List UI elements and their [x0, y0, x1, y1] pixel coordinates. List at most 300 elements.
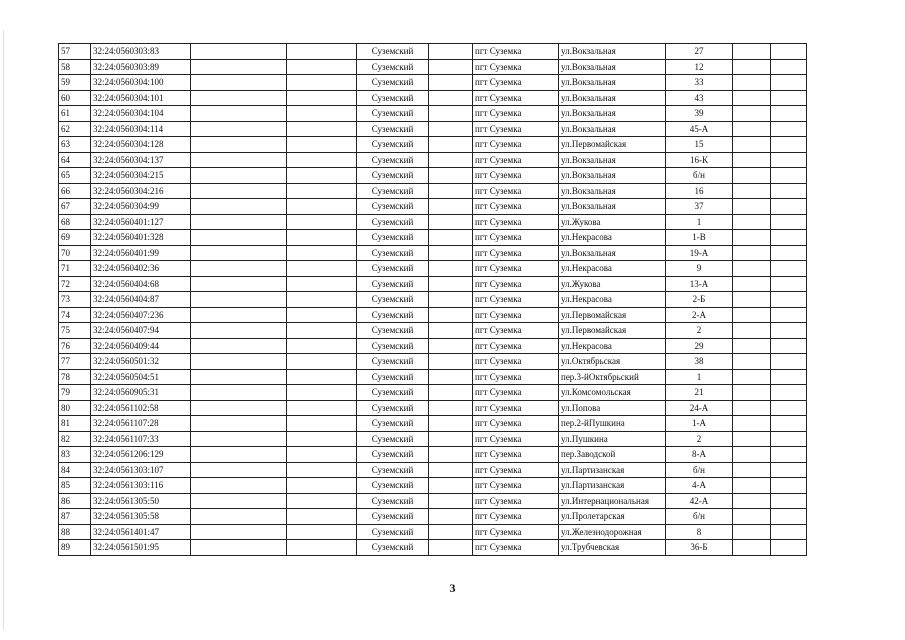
- settlement-cell: пгт Суземка: [473, 168, 559, 184]
- settlement-cell: пгт Суземка: [473, 261, 559, 277]
- table-row: [59, 168, 807, 184]
- district-cell: Суземский: [357, 354, 429, 370]
- street-cell: ул.Интернациональная: [559, 493, 666, 509]
- settlement-cell: пгт Суземка: [473, 385, 559, 401]
- empty-cell: [191, 354, 287, 370]
- empty-cell: [287, 121, 357, 137]
- district-cell: Суземский: [357, 400, 429, 416]
- empty-cell: [287, 214, 357, 230]
- property-register-table: [58, 43, 807, 556]
- table-row: [59, 462, 807, 478]
- row-number-cell: 73: [59, 292, 91, 308]
- district-cell: Суземский: [357, 245, 429, 261]
- table-row: [59, 447, 807, 463]
- street-cell: пер.2-йПушкина: [559, 416, 666, 432]
- row-number-cell: 81: [59, 416, 91, 432]
- empty-cell: [733, 183, 771, 199]
- cadastral-number-cell: 32:24:0560304:114: [91, 121, 191, 137]
- empty-cell: [733, 121, 771, 137]
- row-number-cell: 63: [59, 137, 91, 153]
- house-number-cell: 1: [666, 369, 733, 385]
- district-cell: Суземский: [357, 199, 429, 215]
- row-number-cell: 75: [59, 323, 91, 339]
- cadastral-number-cell: 32:24:0560304:128: [91, 137, 191, 153]
- settlement-cell: пгт Суземка: [473, 369, 559, 385]
- settlement-cell: пгт Суземка: [473, 462, 559, 478]
- empty-cell: [429, 524, 473, 540]
- house-number-cell: 24-А: [666, 400, 733, 416]
- empty-cell: [771, 121, 807, 137]
- table-row: [59, 540, 807, 556]
- street-cell: ул.Партизанская: [559, 478, 666, 494]
- empty-cell: [771, 369, 807, 385]
- empty-cell: [287, 245, 357, 261]
- empty-cell: [771, 338, 807, 354]
- row-number-cell: 61: [59, 106, 91, 122]
- empty-cell: [733, 59, 771, 75]
- street-cell: ул.Некрасова: [559, 230, 666, 246]
- empty-cell: [429, 540, 473, 556]
- settlement-cell: пгт Суземка: [473, 431, 559, 447]
- house-number-cell: б/н: [666, 168, 733, 184]
- district-cell: Суземский: [357, 540, 429, 556]
- empty-cell: [287, 509, 357, 525]
- empty-cell: [733, 261, 771, 277]
- empty-cell: [429, 276, 473, 292]
- empty-cell: [287, 338, 357, 354]
- empty-cell: [191, 276, 287, 292]
- district-cell: Суземский: [357, 59, 429, 75]
- register-rows: [59, 44, 807, 556]
- empty-cell: [429, 137, 473, 153]
- table-row: [59, 509, 807, 525]
- empty-cell: [429, 199, 473, 215]
- empty-cell: [429, 447, 473, 463]
- district-cell: Суземский: [357, 416, 429, 432]
- cadastral-number-cell: 32:24:0561206:129: [91, 447, 191, 463]
- street-cell: ул.Комсомольская: [559, 385, 666, 401]
- row-number-cell: 78: [59, 369, 91, 385]
- empty-cell: [191, 307, 287, 323]
- empty-cell: [287, 524, 357, 540]
- street-cell: ул.Первомайская: [559, 307, 666, 323]
- empty-cell: [733, 524, 771, 540]
- settlement-cell: пгт Суземка: [473, 338, 559, 354]
- settlement-cell: пгт Суземка: [473, 323, 559, 339]
- empty-cell: [287, 230, 357, 246]
- settlement-cell: пгт Суземка: [473, 540, 559, 556]
- house-number-cell: 43: [666, 90, 733, 106]
- empty-cell: [733, 199, 771, 215]
- empty-cell: [191, 509, 287, 525]
- empty-cell: [191, 245, 287, 261]
- empty-cell: [191, 44, 287, 60]
- empty-cell: [191, 90, 287, 106]
- empty-cell: [771, 292, 807, 308]
- street-cell: ул.Попова: [559, 400, 666, 416]
- empty-cell: [771, 493, 807, 509]
- street-cell: пер.Заводской: [559, 447, 666, 463]
- empty-cell: [191, 121, 287, 137]
- empty-cell: [191, 323, 287, 339]
- district-cell: Суземский: [357, 75, 429, 91]
- row-number-cell: 79: [59, 385, 91, 401]
- empty-cell: [771, 106, 807, 122]
- row-number-cell: 62: [59, 121, 91, 137]
- empty-cell: [287, 307, 357, 323]
- street-cell: ул.Пушкина: [559, 431, 666, 447]
- street-cell: ул.Первомайская: [559, 137, 666, 153]
- row-number-cell: 85: [59, 478, 91, 494]
- empty-cell: [287, 106, 357, 122]
- empty-cell: [191, 199, 287, 215]
- row-number-cell: 66: [59, 183, 91, 199]
- table-row: [59, 307, 807, 323]
- cadastral-number-cell: 32:24:0561501:95: [91, 540, 191, 556]
- district-cell: Суземский: [357, 385, 429, 401]
- empty-cell: [429, 245, 473, 261]
- row-number-cell: 88: [59, 524, 91, 540]
- table-row: [59, 323, 807, 339]
- empty-cell: [429, 462, 473, 478]
- cadastral-number-cell: 32:24:0560304:137: [91, 152, 191, 168]
- empty-cell: [733, 462, 771, 478]
- empty-cell: [191, 75, 287, 91]
- house-number-cell: 39: [666, 106, 733, 122]
- row-number-cell: 72: [59, 276, 91, 292]
- row-number-cell: 87: [59, 509, 91, 525]
- empty-cell: [429, 292, 473, 308]
- district-cell: Суземский: [357, 524, 429, 540]
- empty-cell: [429, 400, 473, 416]
- empty-cell: [771, 431, 807, 447]
- empty-cell: [191, 59, 287, 75]
- empty-cell: [429, 509, 473, 525]
- empty-cell: [287, 385, 357, 401]
- empty-cell: [733, 44, 771, 60]
- empty-cell: [191, 493, 287, 509]
- cadastral-number-cell: 32:24:0560407:94: [91, 323, 191, 339]
- table-row: [59, 524, 807, 540]
- empty-cell: [287, 354, 357, 370]
- row-number-cell: 86: [59, 493, 91, 509]
- empty-cell: [429, 338, 473, 354]
- empty-cell: [287, 199, 357, 215]
- empty-cell: [429, 168, 473, 184]
- settlement-cell: пгт Суземка: [473, 59, 559, 75]
- table-row: [59, 44, 807, 60]
- empty-cell: [733, 540, 771, 556]
- settlement-cell: пгт Суземка: [473, 509, 559, 525]
- district-cell: Суземский: [357, 276, 429, 292]
- empty-cell: [287, 431, 357, 447]
- empty-cell: [771, 214, 807, 230]
- empty-cell: [733, 307, 771, 323]
- empty-cell: [191, 152, 287, 168]
- empty-cell: [771, 137, 807, 153]
- empty-cell: [191, 214, 287, 230]
- house-number-cell: 1-В: [666, 230, 733, 246]
- settlement-cell: пгт Суземка: [473, 447, 559, 463]
- cadastral-number-cell: 32:24:0560304:99: [91, 199, 191, 215]
- cadastral-number-cell: 32:24:0561305:58: [91, 509, 191, 525]
- empty-cell: [771, 540, 807, 556]
- house-number-cell: б/н: [666, 509, 733, 525]
- settlement-cell: пгт Суземка: [473, 245, 559, 261]
- house-number-cell: 12: [666, 59, 733, 75]
- table-row: [59, 59, 807, 75]
- empty-cell: [429, 90, 473, 106]
- empty-cell: [191, 338, 287, 354]
- district-cell: Суземский: [357, 152, 429, 168]
- cadastral-number-cell: 32:24:0560404:68: [91, 276, 191, 292]
- empty-cell: [287, 416, 357, 432]
- street-cell: ул.Некрасова: [559, 338, 666, 354]
- settlement-cell: пгт Суземка: [473, 400, 559, 416]
- district-cell: Суземский: [357, 323, 429, 339]
- district-cell: Суземский: [357, 493, 429, 509]
- empty-cell: [733, 431, 771, 447]
- empty-cell: [771, 75, 807, 91]
- house-number-cell: 4-А: [666, 478, 733, 494]
- house-number-cell: 2-А: [666, 307, 733, 323]
- row-number-cell: 76: [59, 338, 91, 354]
- house-number-cell: 29: [666, 338, 733, 354]
- cadastral-number-cell: 32:24:0560304:104: [91, 106, 191, 122]
- house-number-cell: 38: [666, 354, 733, 370]
- empty-cell: [771, 323, 807, 339]
- empty-cell: [771, 478, 807, 494]
- row-number-cell: 71: [59, 261, 91, 277]
- empty-cell: [191, 385, 287, 401]
- cadastral-number-cell: 32:24:0560402:36: [91, 261, 191, 277]
- empty-cell: [733, 75, 771, 91]
- empty-cell: [733, 338, 771, 354]
- empty-cell: [287, 59, 357, 75]
- settlement-cell: пгт Суземка: [473, 276, 559, 292]
- table-row: [59, 276, 807, 292]
- table-row: [59, 431, 807, 447]
- district-cell: Суземский: [357, 478, 429, 494]
- district-cell: Суземский: [357, 369, 429, 385]
- empty-cell: [733, 152, 771, 168]
- empty-cell: [771, 447, 807, 463]
- scan-margin-line: [3, 30, 4, 630]
- empty-cell: [287, 493, 357, 509]
- district-cell: Суземский: [357, 137, 429, 153]
- empty-cell: [733, 369, 771, 385]
- street-cell: ул.Вокзальная: [559, 75, 666, 91]
- settlement-cell: пгт Суземка: [473, 44, 559, 60]
- cadastral-number-cell: 32:24:0561401:47: [91, 524, 191, 540]
- empty-cell: [287, 323, 357, 339]
- cadastral-number-cell: 32:24:0560304:101: [91, 90, 191, 106]
- cadastral-number-cell: 32:24:0560504:51: [91, 369, 191, 385]
- house-number-cell: 2: [666, 431, 733, 447]
- empty-cell: [733, 509, 771, 525]
- district-cell: Суземский: [357, 292, 429, 308]
- empty-cell: [429, 478, 473, 494]
- empty-cell: [191, 478, 287, 494]
- table-row: [59, 199, 807, 215]
- row-number-cell: 84: [59, 462, 91, 478]
- settlement-cell: пгт Суземка: [473, 307, 559, 323]
- house-number-cell: 42-А: [666, 493, 733, 509]
- row-number-cell: 58: [59, 59, 91, 75]
- settlement-cell: пгт Суземка: [473, 199, 559, 215]
- empty-cell: [733, 168, 771, 184]
- empty-cell: [287, 292, 357, 308]
- row-number-cell: 80: [59, 400, 91, 416]
- settlement-cell: пгт Суземка: [473, 416, 559, 432]
- empty-cell: [191, 230, 287, 246]
- empty-cell: [429, 369, 473, 385]
- empty-cell: [429, 183, 473, 199]
- district-cell: Суземский: [357, 307, 429, 323]
- row-number-cell: 68: [59, 214, 91, 230]
- table-row: [59, 478, 807, 494]
- empty-cell: [771, 59, 807, 75]
- empty-cell: [771, 307, 807, 323]
- empty-cell: [429, 106, 473, 122]
- empty-cell: [733, 400, 771, 416]
- table-row: [59, 152, 807, 168]
- cadastral-number-cell: 32:24:0561303:107: [91, 462, 191, 478]
- empty-cell: [191, 524, 287, 540]
- empty-cell: [771, 354, 807, 370]
- settlement-cell: пгт Суземка: [473, 152, 559, 168]
- table-row: [59, 75, 807, 91]
- street-cell: ул.Трубчевская: [559, 540, 666, 556]
- empty-cell: [287, 369, 357, 385]
- district-cell: Суземский: [357, 261, 429, 277]
- row-number-cell: 74: [59, 307, 91, 323]
- empty-cell: [287, 183, 357, 199]
- row-number-cell: 64: [59, 152, 91, 168]
- street-cell: ул.Вокзальная: [559, 245, 666, 261]
- empty-cell: [771, 44, 807, 60]
- house-number-cell: 8-А: [666, 447, 733, 463]
- house-number-cell: 9: [666, 261, 733, 277]
- settlement-cell: пгт Суземка: [473, 478, 559, 494]
- district-cell: Суземский: [357, 431, 429, 447]
- table-row: [59, 338, 807, 354]
- empty-cell: [191, 416, 287, 432]
- empty-cell: [191, 106, 287, 122]
- district-cell: Суземский: [357, 338, 429, 354]
- empty-cell: [191, 292, 287, 308]
- empty-cell: [191, 462, 287, 478]
- cadastral-number-cell: 32:24:0561305:50: [91, 493, 191, 509]
- street-cell: ул.Вокзальная: [559, 106, 666, 122]
- empty-cell: [771, 245, 807, 261]
- row-number-cell: 60: [59, 90, 91, 106]
- row-number-cell: 65: [59, 168, 91, 184]
- empty-cell: [733, 493, 771, 509]
- street-cell: ул.Вокзальная: [559, 168, 666, 184]
- street-cell: пер.3-йОктябрьский: [559, 369, 666, 385]
- empty-cell: [733, 106, 771, 122]
- empty-cell: [191, 183, 287, 199]
- house-number-cell: 8: [666, 524, 733, 540]
- house-number-cell: б/н: [666, 462, 733, 478]
- district-cell: Суземский: [357, 121, 429, 137]
- empty-cell: [287, 462, 357, 478]
- empty-cell: [429, 121, 473, 137]
- table-row: [59, 354, 807, 370]
- empty-cell: [733, 90, 771, 106]
- row-number-cell: 83: [59, 447, 91, 463]
- street-cell: ул.Вокзальная: [559, 90, 666, 106]
- street-cell: ул.Первомайская: [559, 323, 666, 339]
- district-cell: Суземский: [357, 183, 429, 199]
- empty-cell: [191, 261, 287, 277]
- empty-cell: [733, 214, 771, 230]
- empty-cell: [287, 137, 357, 153]
- table-row: [59, 230, 807, 246]
- house-number-cell: 36-Б: [666, 540, 733, 556]
- empty-cell: [771, 462, 807, 478]
- row-number-cell: 70: [59, 245, 91, 261]
- cadastral-number-cell: 32:24:0560303:83: [91, 44, 191, 60]
- house-number-cell: 1-А: [666, 416, 733, 432]
- settlement-cell: пгт Суземка: [473, 493, 559, 509]
- empty-cell: [191, 447, 287, 463]
- district-cell: Суземский: [357, 106, 429, 122]
- table-row: [59, 400, 807, 416]
- table-row: [59, 121, 807, 137]
- empty-cell: [771, 168, 807, 184]
- empty-cell: [733, 245, 771, 261]
- empty-cell: [771, 199, 807, 215]
- empty-cell: [771, 385, 807, 401]
- empty-cell: [733, 385, 771, 401]
- empty-cell: [733, 478, 771, 494]
- settlement-cell: пгт Суземка: [473, 90, 559, 106]
- street-cell: ул.Жукова: [559, 276, 666, 292]
- empty-cell: [429, 75, 473, 91]
- empty-cell: [771, 183, 807, 199]
- house-number-cell: 1: [666, 214, 733, 230]
- house-number-cell: 19-А: [666, 245, 733, 261]
- cadastral-number-cell: 32:24:0560401:99: [91, 245, 191, 261]
- empty-cell: [429, 323, 473, 339]
- empty-cell: [287, 90, 357, 106]
- empty-cell: [429, 59, 473, 75]
- house-number-cell: 27: [666, 44, 733, 60]
- empty-cell: [191, 168, 287, 184]
- cadastral-number-cell: 32:24:0560404:87: [91, 292, 191, 308]
- settlement-cell: пгт Суземка: [473, 75, 559, 91]
- empty-cell: [733, 276, 771, 292]
- empty-cell: [191, 431, 287, 447]
- page-number: 3: [449, 581, 456, 595]
- district-cell: Суземский: [357, 214, 429, 230]
- empty-cell: [429, 152, 473, 168]
- street-cell: ул.Некрасова: [559, 261, 666, 277]
- empty-cell: [733, 230, 771, 246]
- table-row: [59, 416, 807, 432]
- empty-cell: [429, 261, 473, 277]
- house-number-cell: 16: [666, 183, 733, 199]
- cadastral-number-cell: 32:24:0561107:33: [91, 431, 191, 447]
- settlement-cell: пгт Суземка: [473, 354, 559, 370]
- empty-cell: [771, 416, 807, 432]
- empty-cell: [733, 323, 771, 339]
- settlement-cell: пгт Суземка: [473, 292, 559, 308]
- empty-cell: [191, 540, 287, 556]
- street-cell: ул.Вокзальная: [559, 152, 666, 168]
